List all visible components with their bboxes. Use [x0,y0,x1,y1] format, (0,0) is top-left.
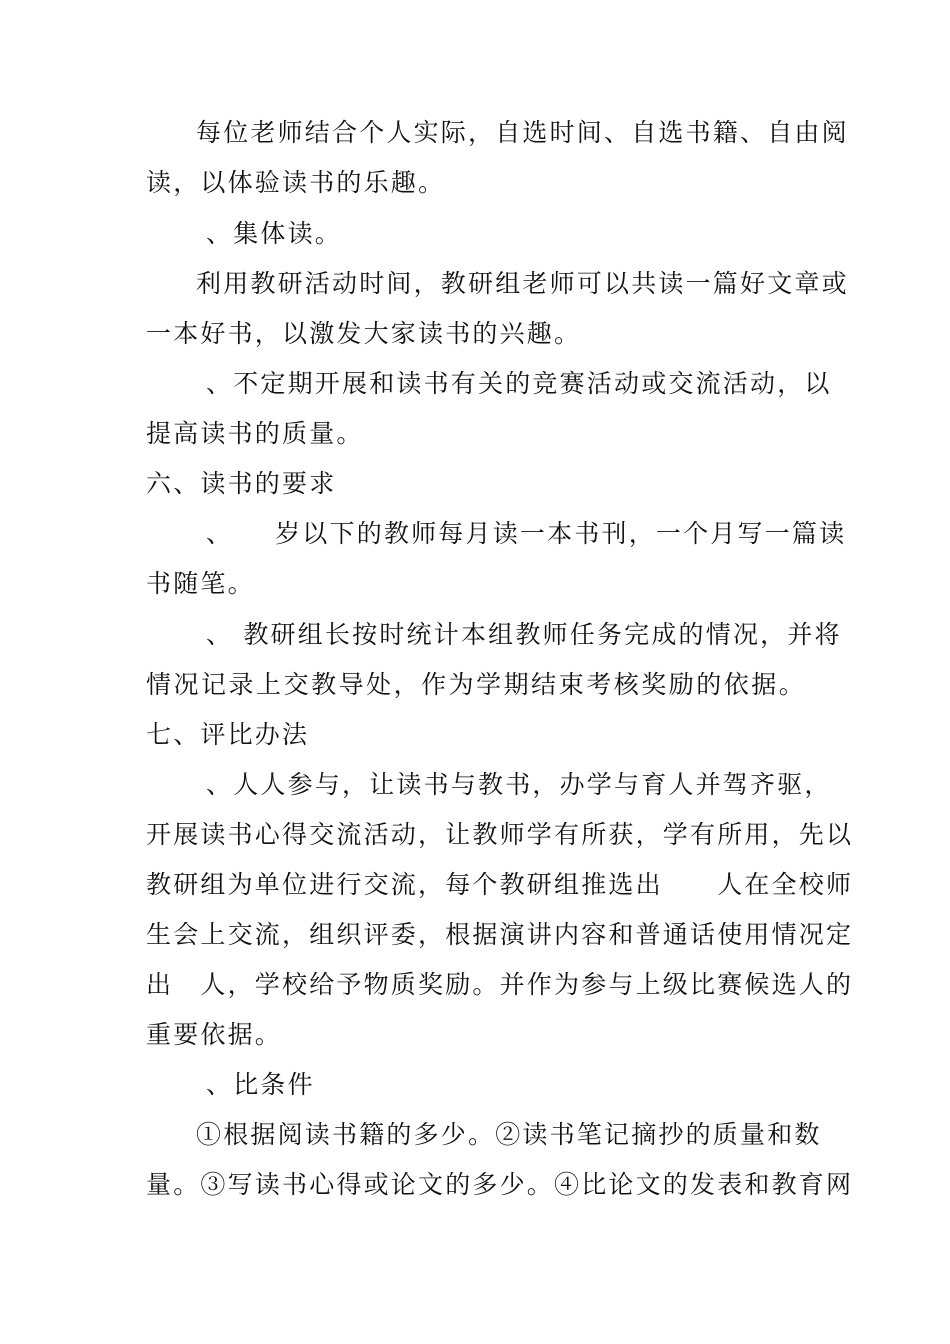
body-line-7: 提高读书的质量。 [146,419,364,448]
body-line-5: 一本好书，以激发大家读书的兴趣。 [146,319,582,348]
body-line-15: 开展读书心得交流活动，让教师学有所获，学有所用，先以 [146,820,854,849]
section-heading-requirements: 六、读书的要求 [146,469,337,498]
list-item-competition: 、不定期开展和读书有关的竞赛活动或交流活动，以 [206,369,832,398]
section-heading-evaluation: 七、评比办法 [146,720,310,749]
list-item-group-leader: 、 教研组长按时统计本组教师任务完成的情况，并将 [206,620,842,649]
body-line-1: 每位老师结合个人实际，自选时间、自选书籍、自由阅 [196,118,849,147]
body-line-19: 重要依据。 [146,1020,283,1049]
body-line-10: 书随笔。 [146,569,255,598]
body-line-17: 生会上交流，组织评委，根据演讲内容和普通话使用情况定 [146,920,854,949]
list-item-participation: 、人人参与，让读书与教书，办学与育人并驾齐驱， [206,770,832,799]
list-item-collective-reading: 、集体读。 [206,219,343,248]
body-line-12: 情况记录上交教导处，作为学期结束考核奖励的依据。 [146,670,806,699]
body-line-2: 读，以体验读书的乐趣。 [146,168,446,197]
body-line-4: 利用教研活动时间，教研组老师可以共读一篇好文章或 [196,269,849,298]
body-line-16: 教研组为单位进行交流，每个教研组推选出 人在全校师 [146,870,854,899]
list-item-criteria: 、比条件 [206,1070,315,1099]
list-item-age-requirement: 、 岁以下的教师每月读一本书刊，一个月写一篇读 [206,519,847,548]
body-line-21: ①根据阅读书籍的多少。②读书笔记摘抄的质量和数 [196,1120,822,1149]
body-line-18: 出 人，学校给予物质奖励。并作为参与上级比赛候选人的 [146,970,854,999]
body-line-22: 量。③写读书心得或论文的多少。④比论文的发表和教育网 [146,1170,854,1199]
